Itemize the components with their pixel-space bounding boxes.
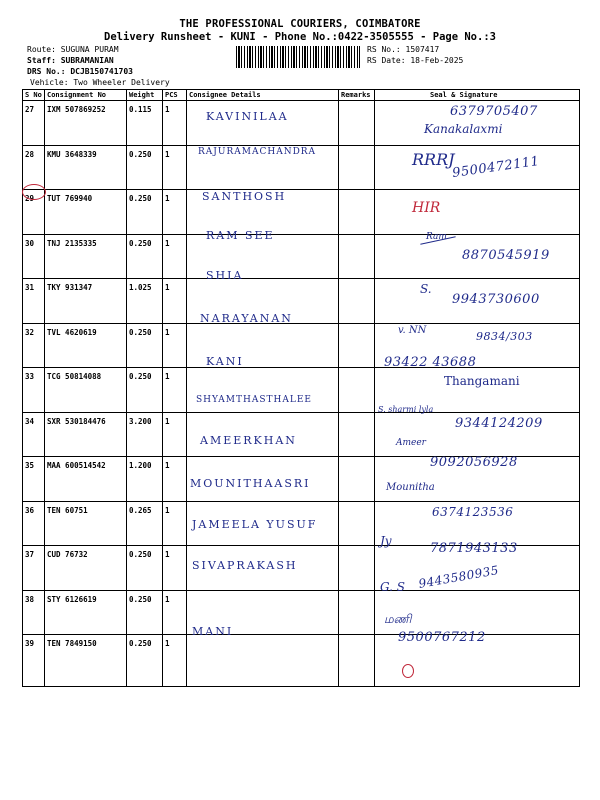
barcode-image bbox=[236, 46, 360, 68]
cell-sno: 36 bbox=[23, 501, 45, 546]
receiver-phone: 6374123536 bbox=[432, 505, 514, 519]
col-header-consignee: Consignee Details bbox=[187, 90, 339, 101]
route-label: Route: SUGUNA PURAM bbox=[27, 45, 119, 54]
cell-sno: 37 bbox=[23, 546, 45, 591]
cell-pcs: 1 bbox=[163, 234, 187, 279]
cell-pcs: 1 bbox=[163, 590, 187, 635]
cell-sno: 33 bbox=[23, 368, 45, 413]
cell-consignment: TCG 50814088 bbox=[45, 368, 127, 413]
cell-pcs: 1 bbox=[163, 635, 187, 687]
cell-remarks bbox=[339, 279, 375, 324]
consignee-name: KAVINILAA bbox=[206, 110, 289, 123]
table-row bbox=[23, 190, 580, 235]
receiver-signature: S. sharmi lyla bbox=[378, 405, 434, 414]
receiver-phone: 8870545919 bbox=[462, 248, 550, 263]
col-header-sno: S No bbox=[23, 90, 45, 101]
receiver-signature: G. S bbox=[380, 580, 406, 594]
cell-weight: 0.250 bbox=[127, 323, 163, 368]
receiver-phone: 9092056928 bbox=[430, 455, 518, 470]
cell-pcs: 1 bbox=[163, 501, 187, 546]
receiver-signature: Kanakalaxmi bbox=[424, 122, 503, 136]
cell-weight: 0.250 bbox=[127, 546, 163, 591]
cell-pcs: 1 bbox=[163, 101, 187, 146]
receiver-phone: 9500767212 bbox=[398, 630, 486, 645]
cell-weight: 3.200 bbox=[127, 412, 163, 457]
consignee-name: SHYAMTHASTHALEE bbox=[196, 395, 312, 405]
consignee-name: MOUNITHAASRI bbox=[190, 477, 311, 490]
rs-number: RS No.: 1507417 bbox=[367, 45, 440, 54]
remark-mark: HIR bbox=[412, 200, 441, 216]
cell-pcs: 1 bbox=[163, 279, 187, 324]
red-circle-mark bbox=[22, 184, 46, 200]
cell-pcs: 1 bbox=[163, 190, 187, 235]
cell-remarks bbox=[339, 501, 375, 546]
cell-remarks bbox=[339, 635, 375, 687]
consignee-name: MANI bbox=[192, 625, 234, 638]
col-header-weight: Weight bbox=[127, 90, 163, 101]
cell-sno: 28 bbox=[23, 145, 45, 190]
cell-consignee bbox=[187, 635, 339, 687]
runsheet-subtitle: Delivery Runsheet - KUNI - Phone No.:0422-3505555 - Page No.:3 bbox=[104, 31, 496, 43]
cell-weight: 0.250 bbox=[127, 234, 163, 279]
receiver-phone: 6379705407 bbox=[450, 104, 538, 119]
cell-consignment: TEN 7849150 bbox=[45, 635, 127, 687]
cell-weight: 0.250 bbox=[127, 590, 163, 635]
cell-consignment: TNJ 2135335 bbox=[45, 234, 127, 279]
cell-weight: 0.250 bbox=[127, 368, 163, 413]
cell-pcs: 1 bbox=[163, 145, 187, 190]
consignee-name: NARAYANAN bbox=[200, 312, 293, 325]
cell-consignment: TEN 60751 bbox=[45, 501, 127, 546]
cell-signature bbox=[375, 190, 580, 235]
cell-remarks bbox=[339, 457, 375, 502]
cell-pcs: 1 bbox=[163, 412, 187, 457]
col-header-remarks: Remarks bbox=[339, 90, 375, 101]
receiver-signature: RRRJ bbox=[412, 150, 455, 169]
cell-consignment: IXM 507869252 bbox=[45, 101, 127, 146]
cell-remarks bbox=[339, 190, 375, 235]
receiver-signature: Mounitha bbox=[386, 482, 435, 493]
cell-remarks bbox=[339, 412, 375, 457]
receiver-signature: மணி bbox=[384, 612, 412, 626]
cell-sno: 32 bbox=[23, 323, 45, 368]
table-row bbox=[23, 635, 580, 687]
cell-consignment: TUT 769940 bbox=[45, 190, 127, 235]
receiver-signature: Ameer bbox=[396, 438, 426, 448]
receiver-signature: Thangamani bbox=[444, 374, 520, 388]
receiver-signature: Ram bbox=[426, 232, 447, 242]
cell-sno: 27 bbox=[23, 101, 45, 146]
cell-weight: 0.115 bbox=[127, 101, 163, 146]
consignee-name: SANTHOSH bbox=[202, 190, 287, 203]
drs-label: DRS No.: DCJB150741703 bbox=[27, 67, 133, 76]
consignee-name: AMEERKHAN bbox=[200, 434, 297, 447]
cell-weight: 0.250 bbox=[127, 145, 163, 190]
cell-sno: 35 bbox=[23, 457, 45, 502]
receiver-phone: 93422 43688 bbox=[384, 355, 477, 370]
cell-remarks bbox=[339, 590, 375, 635]
cell-consignment: CUD 76732 bbox=[45, 546, 127, 591]
cell-consignment: KMU 3648339 bbox=[45, 145, 127, 190]
cell-remarks bbox=[339, 323, 375, 368]
consignee-name: JAMEELA YUSUF bbox=[192, 518, 318, 531]
cell-pcs: 1 bbox=[163, 457, 187, 502]
cell-remarks bbox=[339, 101, 375, 146]
cell-pcs: 1 bbox=[163, 368, 187, 413]
consignee-name: SIVAPRAKASH bbox=[192, 559, 298, 572]
consignee-name: RAM SEE bbox=[206, 229, 275, 242]
cell-sno: 34 bbox=[23, 412, 45, 457]
col-header-pcs: PCS bbox=[163, 90, 187, 101]
cell-weight: 0.250 bbox=[127, 635, 163, 687]
cell-sno: 30 bbox=[23, 234, 45, 279]
vehicle-label: Vehicle: Two Wheeler Delivery bbox=[30, 78, 170, 87]
cell-remarks bbox=[339, 234, 375, 279]
consignee-name: RAJURAMACHANDRA bbox=[198, 147, 317, 157]
cell-consignment: STY 6126619 bbox=[45, 590, 127, 635]
consignee-name: SHIA bbox=[206, 269, 244, 282]
cell-weight: 0.265 bbox=[127, 501, 163, 546]
cell-weight: 1.025 bbox=[127, 279, 163, 324]
cell-remarks bbox=[339, 145, 375, 190]
company-title: THE PROFESSIONAL COURIERS, COIMBATORE bbox=[179, 18, 421, 30]
col-header-signature: Seal & Signature bbox=[375, 90, 580, 101]
receiver-phone: 9943730600 bbox=[452, 292, 540, 307]
col-header-consignment: Consignment No bbox=[45, 90, 127, 101]
cell-consignment: MAA 600514542 bbox=[45, 457, 127, 502]
cell-pcs: 1 bbox=[163, 323, 187, 368]
consignee-name: KANI bbox=[206, 355, 244, 368]
red-circle-mark bbox=[402, 664, 414, 678]
table-header-row bbox=[23, 90, 580, 101]
receiver-phone: 7871943133 bbox=[430, 541, 518, 556]
receiver-signature: Jy bbox=[380, 534, 392, 548]
receiver-phone: 9443580935 bbox=[417, 563, 500, 591]
cell-weight: 1.200 bbox=[127, 457, 163, 502]
cell-consignment: TKY 931347 bbox=[45, 279, 127, 324]
receiver-signature: v. NN bbox=[398, 325, 427, 336]
cell-weight: 0.250 bbox=[127, 190, 163, 235]
cell-remarks bbox=[339, 546, 375, 591]
cell-sno: 38 bbox=[23, 590, 45, 635]
receiver-signature: S. bbox=[420, 282, 432, 296]
cell-sno: 29 bbox=[23, 190, 45, 235]
cell-remarks bbox=[339, 368, 375, 413]
cell-consignment: SXR 530184476 bbox=[45, 412, 127, 457]
staff-label: Staff: SUBRAMANIAN bbox=[27, 56, 114, 65]
table-row bbox=[23, 590, 580, 635]
cell-consignee bbox=[187, 368, 339, 413]
runsheet-table bbox=[22, 89, 580, 687]
cell-consignment: TVL 4620619 bbox=[45, 323, 127, 368]
cell-pcs: 1 bbox=[163, 546, 187, 591]
receiver-phone: 9344124209 bbox=[455, 416, 543, 431]
rs-date: RS Date: 18-Feb-2025 bbox=[367, 56, 464, 65]
cell-sno: 31 bbox=[23, 279, 45, 324]
receiver-phone: 9834/303 bbox=[476, 330, 533, 343]
cell-sno: 39 bbox=[23, 635, 45, 687]
receiver-phone: 9500472111 bbox=[451, 153, 541, 182]
